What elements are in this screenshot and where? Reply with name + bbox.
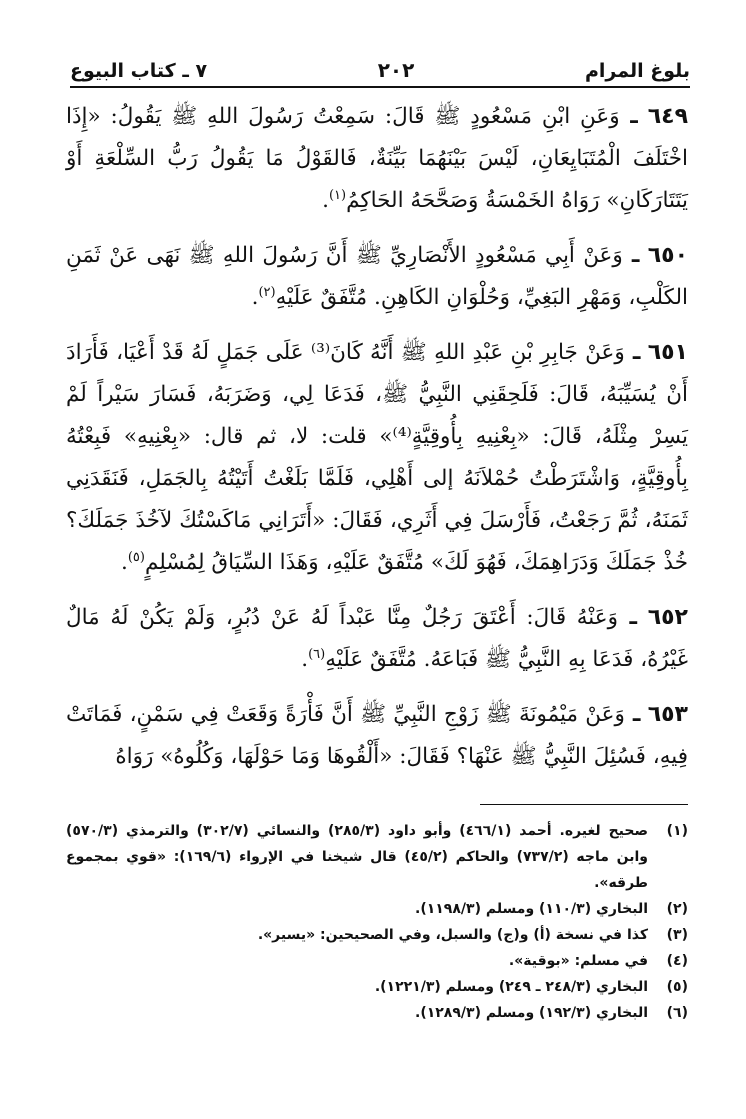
footnote-text: كذا في نسخة (أ) و(ج) والسبل، وفي الصحيحين: «يسير». [257, 927, 648, 943]
chapter-title: ٧ ـ كتاب البيوع [70, 60, 208, 82]
hadith-651: ٦٥١ ـ وَعَنْ جَابِرِ بْنِ عَبْدِ اللهِ ﷺ أَنَّهُ كَانَ⁽³⁾ عَلَى جَمَلٍ لَهُ قَدْ أَعْيَا، فَأَرَادَ أَنْ يُسَيِّبَهُ، قَالَ: فَلَحِقَنِي النَّبِيُّ ﷺ، فَدَعَا لِي، وَضَرَبَهُ، فَسَارَ سَيْراً لَمْ يَسِرْ مِثْلَهُ، قَالَ: «بِعْنِيهِ بِأُوقِيَّةٍ⁽⁴⁾» قلت: لا، ثم قال: «بِعْنِيهِ» فَبِعْتُهُ بِأُوقِيَّةٍ، وَاشْتَرَطْتُ حُمْلاَنَهُ إلى أَهْلِي، فَلَمَّا بَلَغْتُ أَتَيْتُهُ بِالجَمَلِ، فَنَقَدَنِي ثَمَنَهُ، ثُمَّ رَجَعْتُ، فَأَرْسَلَ فِي أَثَرِي، فَقَالَ: «أَتَرَانِي مَاكَسْتُكَ لآخُذَ جَمَلَكَ؟ خُذْ جَمَلَكَ وَدَرَاهِمَكَ، فَهُوَ لَكَ» مُتَّفَقٌ عَلَيْهِ، وَهَذَا السِّيَاقُ لِمُسْلِمٍ$^{(٥)}$. [66, 340, 688, 575]
hadith-number: ٦٥١ [647, 340, 688, 365]
footnote-item [66, 818, 688, 896]
hadith-list [66, 96, 688, 778]
footnote-number: (٢) [666, 901, 688, 917]
footnote-ref: (٢) [258, 284, 276, 300]
footnote-text: صحيح لغيره. أحمد (٤٦٦/١) وأبو داود (٢٨٥/٣) والنسائي (٣٠٢/٧) والترمذي (٥٧٠/٣) وابن ماجه (٧٣٧/٢) والحاكم (٤٥/٢) قال شيخنا في الإرواء (١٦٩/٦): «قوي بمجموع طرقه». [66, 823, 649, 891]
hadith-649: ٦٤٩ ـ وَعَنِ ابْنِ مَسْعُودٍ ﷺ قَالَ: سَمِعْتُ رَسُولَ اللهِ ﷺ يَقُولُ: «إِذَا اخْتَلَفَ الْمُتَبَايِعَانِ، لَيْسَ بَيْنَهُمَا بَيِّنَةٌ، فَالقَوْلُ مَا يَقُولُ رَبُّ السِّلْعَةِ أَوْ يَتَتَارَكَانِ» رَوَاهُ الخَمْسَةُ وَصَحَّحَهُ الحَاكِمُ$^{(١)}$. [66, 104, 689, 213]
page-number: ٢٠٢ [377, 58, 415, 82]
footnote-text: في مسلم: «بوقية». [508, 953, 648, 969]
hadith-text: وَعَنْ مَيْمُونَةَ ﷺ زَوْجِ النَّبِيِّ ﷺ أَنَّ فَأْرَةً وَقَعَتْ فِي سَمْنٍ، فَمَاتَتْ فِيهِ، فَسُئِلَ النَّبِيُّ ﷺ عَنْهَا؟ فَقَالَ: «أَلْقُوهَا وَمَا حَوْلَهَا، وَكُلُوهُ» رَوَاهُ [66, 702, 688, 769]
footnote-text: البخاري (١١٠/٣) ومسلم (١١٩٨/٣). [415, 901, 648, 917]
hadith-number: ٦٥٣ [647, 702, 688, 727]
footnote-item [66, 1000, 688, 1026]
footnote-number: (٣) [666, 927, 688, 943]
hadith-text: وَعَنْ جَابِرِ بْنِ عَبْدِ اللهِ ﷺ أَنَّهُ كَانَ⁽³⁾ عَلَى جَمَلٍ لَهُ قَدْ أَعْيَا، فَأَرَادَ أَنْ يُسَيِّبَهُ، قَالَ: فَلَحِقَنِي النَّبِيُّ ﷺ، فَدَعَا لِي، وَضَرَبَهُ، فَسَارَ سَيْراً لَمْ يَسِرْ مِثْلَهُ، قَالَ: «بِعْنِيهِ بِأُوقِيَّةٍ⁽⁴⁾» قلت: لا، ثم قال: «بِعْنِيهِ» فَبِعْتُهُ بِأُوقِيَّةٍ، وَاشْتَرَطْتُ حُمْلاَنَهُ إلى أَهْلِي، فَلَمَّا بَلَغْتُ أَتَيْتُهُ بِالجَمَلِ، فَنَقَدَنِي ثَمَنَهُ، ثُمَّ رَجَعْتُ، فَأَرْسَلَ فِي أَثَرِي، فَقَالَ: «أَتَرَانِي مَاكَسْتُكَ لآخُذَ جَمَلَكَ؟ خُذْ جَمَلَكَ وَدَرَاهِمَكَ، فَهُوَ لَكَ» مُتَّفَقٌ عَلَيْهِ، وَهَذَا السِّيَاقُ لِمُسْلِمٍ [66, 340, 688, 575]
footnote-number: (١) [666, 823, 688, 839]
hadith-number: ٦٥٠ [647, 243, 689, 268]
footnote-number: (٦) [666, 1005, 688, 1021]
footnote-item [66, 922, 688, 948]
footnote-number: (٥) [666, 979, 688, 995]
hadith-650: ٦٥٠ ـ وَعَنْ أَبِي مَسْعُودٍ الأَنْصَارِيِّ ﷺ أَنَّ رَسُولَ اللهِ ﷺ نَهَى عَنْ ثَمَنِ الكَلْبِ، وَمَهْرِ البَغِيِّ، وَحُلْوَانِ الكَاهِنِ. مُتَّفَقٌ عَلَيْهِ$^{(٢)}$. [66, 243, 689, 310]
footnote-ref: (٦) [308, 646, 326, 662]
hadith-number: ٦٤٩ [647, 104, 689, 129]
footnote-item [66, 974, 688, 1000]
footnote-text: البخاري (٢٤٨/٣ ـ ٢٤٩) ومسلم (١٢٢١/٣). [374, 979, 648, 995]
footnote-divider [480, 804, 688, 805]
hadith-text: وَعَنْهُ قَالَ: أَعْتَقَ رَجُلٌ مِنَّا عَبْداً لَهُ عَنْ دُبُرٍ، وَلَمْ يَكُنْ لَهُ مَالٌ غَيْرُهُ، فَدَعَا بِهِ النَّبِيُّ ﷺ فَبَاعَهُ. مُتَّفَقٌ عَلَيْهِ [66, 605, 688, 672]
hadith-652: ٦٥٢ ـ وَعَنْهُ قَالَ: أَعْتَقَ رَجُلٌ مِنَّا عَبْداً لَهُ عَنْ دُبُرٍ، وَلَمْ يَكُنْ لَهُ مَالٌ غَيْرُهُ، فَدَعَا بِهِ النَّبِيُّ ﷺ فَبَاعَهُ. مُتَّفَقٌ عَلَيْهِ$^{(٦)}$. [66, 605, 688, 672]
footnote-ref: (٥) [127, 549, 145, 565]
page-header [70, 54, 690, 88]
hadith-number: ٦٥٢ [647, 605, 688, 630]
hadith-653: ٦٥٣ ـ وَعَنْ مَيْمُونَةَ ﷺ زَوْجِ النَّبِيِّ ﷺ أَنَّ فَأْرَةً وَقَعَتْ فِي سَمْنٍ، فَمَاتَتْ فِيهِ، فَسُئِلَ النَّبِيُّ ﷺ عَنْهَا؟ فَقَالَ: «أَلْقُوهَا وَمَا حَوْلَهَا، وَكُلُوهُ» رَوَاهُ [66, 702, 688, 769]
footnote-item [66, 948, 688, 974]
book-title: بلوغ المرام [584, 60, 690, 82]
footnote-number: (٤) [666, 953, 688, 969]
hadith-text: وَعَنِ ابْنِ مَسْعُودٍ ﷺ قَالَ: سَمِعْتُ رَسُولَ اللهِ ﷺ يَقُولُ: «إِذَا اخْتَلَفَ الْمُتَبَايِعَانِ، لَيْسَ بَيْنَهُمَا بَيِّنَةٌ، فَالقَوْلُ مَا يَقُولُ رَبُّ السِّلْعَةِ أَوْ يَتَتَارَكَانِ» رَوَاهُ الخَمْسَةُ وَصَحَّحَهُ الحَاكِمُ [66, 104, 688, 213]
hadith-text: وَعَنْ أَبِي مَسْعُودٍ الأَنْصَارِيِّ ﷺ أَنَّ رَسُولَ اللهِ ﷺ نَهَى عَنْ ثَمَنِ الكَلْبِ، وَمَهْرِ البَغِيِّ، وَحُلْوَانِ الكَاهِنِ. مُتَّفَقٌ عَلَيْهِ [66, 243, 688, 310]
footnote-ref: (١) [328, 187, 347, 203]
footnotes [66, 818, 688, 1026]
footnote-text: البخاري (١٩٢/٣) ومسلم (١٢٨٩/٣). [415, 1005, 648, 1021]
footnote-item [66, 896, 688, 922]
